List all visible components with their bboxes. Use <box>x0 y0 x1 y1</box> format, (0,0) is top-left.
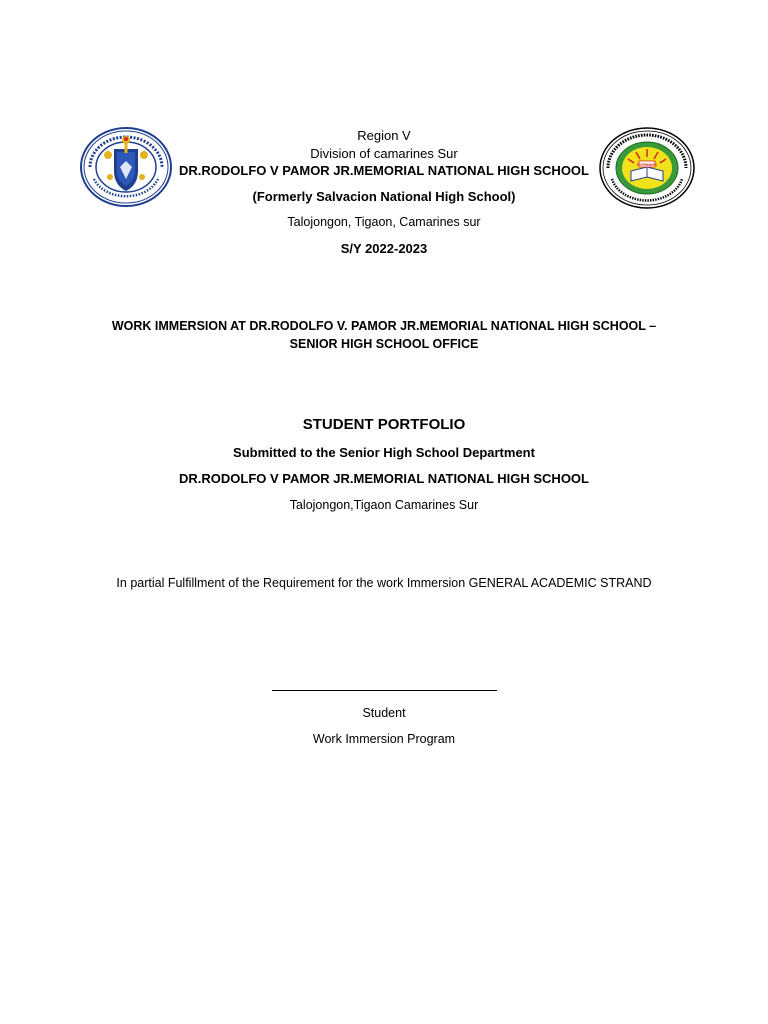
signature-line <box>272 690 497 691</box>
portfolio-title: STUDENT PORTFOLIO <box>302 416 466 433</box>
school-address-header: Talojongon, Tigaon, Camarines sur <box>287 215 481 229</box>
school-name-portfolio: DR.RODOLFO V PAMOR JR.MEMORIAL NATIONAL HIGH SCHOOL <box>179 471 589 486</box>
submitted-to: Submitted to the Senior High School Department <box>233 445 535 460</box>
division-label: Division of camarines Sur <box>310 146 458 161</box>
program-label: Work Immersion Program <box>312 732 456 746</box>
school-address-portfolio: Talojongon,Tigaon Camarines Sur <box>289 498 479 512</box>
work-immersion-title-line1: WORK IMMERSION AT DR.RODOLFO V. PAMOR JR.MEMORIAL NATIONAL HIGH SCHOOL – <box>111 319 657 333</box>
region-label: Region V <box>357 128 411 143</box>
fulfillment-text: In partial Fulfillment of the Requirement for the work Immersion GENERAL ACADEMIC STRAND <box>116 576 652 590</box>
work-immersion-title-line2: SENIOR HIGH SCHOOL OFFICE <box>289 337 479 351</box>
formerly-name: (Formerly Salvacion National High School) <box>252 189 516 204</box>
student-label: Student <box>362 706 406 720</box>
school-name-header: DR.RODOLFO V PAMOR JR.MEMORIAL NATIONAL HIGH SCHOOL <box>179 163 589 178</box>
school-seal-center-text: RVPMNHS <box>637 161 657 167</box>
school-year: S/Y 2022-2023 <box>340 241 428 256</box>
